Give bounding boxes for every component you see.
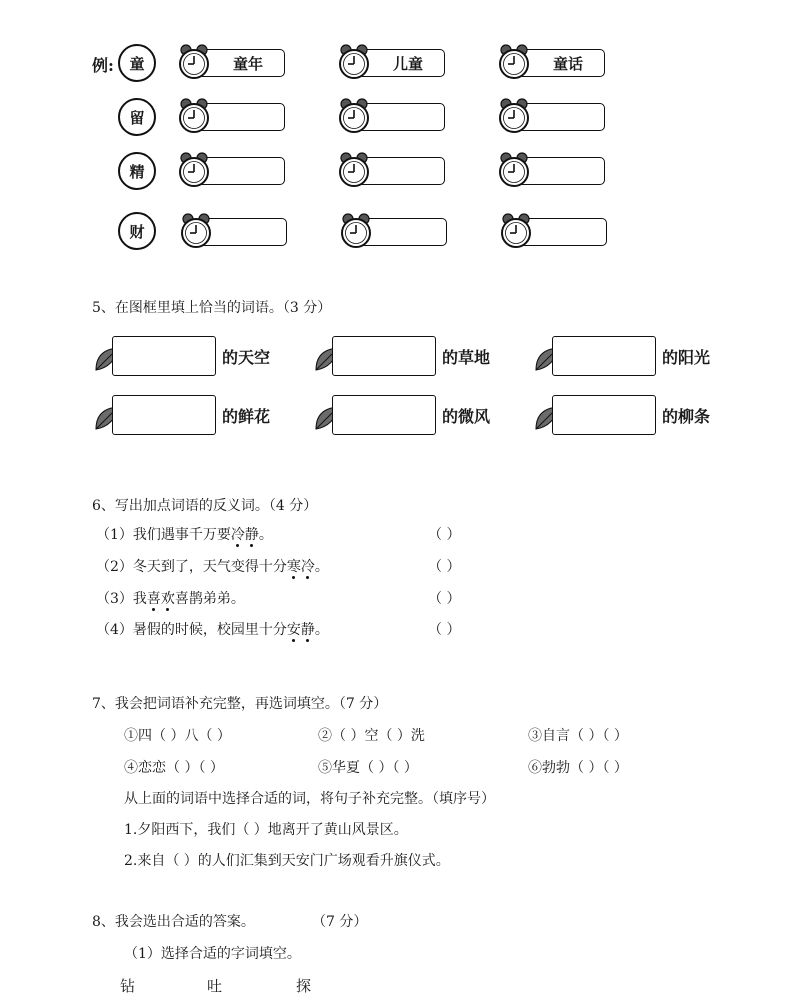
q6-item xyxy=(96,620,329,640)
answer-paren[interactable]: （ ） xyxy=(428,527,461,543)
dotted-word xyxy=(231,527,259,543)
alarm-clock-icon xyxy=(177,43,211,83)
q7-sentence-2[interactable]: 2.来自（ ）的人们汇集到天安门广场观看升旗仪式。 xyxy=(124,853,450,869)
sentence-text: （3）我 xyxy=(96,591,147,607)
dotted-char: 寒 xyxy=(286,559,301,575)
answer-frame[interactable] xyxy=(332,395,436,435)
word-box xyxy=(499,212,609,252)
idiom-blank[interactable]: ③自言（ ）（ ） xyxy=(528,728,628,744)
dotted-char: 欢 xyxy=(160,591,175,607)
q7-sentence-1[interactable]: 1.夕阳西下，我们（ ）地离开了黄山风景区。 xyxy=(124,822,408,838)
q6-item xyxy=(96,525,273,545)
alarm-clock-icon xyxy=(337,151,371,191)
word-box xyxy=(177,97,287,137)
choice-char: 钻 xyxy=(120,977,136,995)
choice-char: 探 xyxy=(296,977,312,995)
idiom-blank[interactable]: ②（ ）空（ ）洗 xyxy=(318,728,425,744)
word-box xyxy=(177,151,287,191)
word-box xyxy=(497,97,607,137)
word-box-text: 童年 xyxy=(197,49,285,77)
dotted-char: 静 xyxy=(300,622,315,638)
dotted-char: 喜 xyxy=(146,591,161,607)
char-circle: 财 xyxy=(118,212,156,250)
idiom-blank[interactable]: ⑤华夏（ ）（ ） xyxy=(318,760,418,776)
alarm-clock-icon xyxy=(177,97,211,137)
word-box-text: 儿童 xyxy=(357,49,445,77)
dotted-word xyxy=(287,559,315,575)
word-box xyxy=(497,151,607,191)
dotted-word xyxy=(147,591,175,607)
choice-char: 吐 xyxy=(207,977,223,995)
word-box xyxy=(339,212,449,252)
q6-title: 6、写出加点词语的反义词。（4 分） xyxy=(92,498,318,514)
dotted-char: 冷 xyxy=(300,559,315,575)
phrase-suffix: 的草地 xyxy=(442,348,491,367)
leaf-box xyxy=(94,395,294,439)
q6-item xyxy=(96,589,245,609)
q8-score: （7 分） xyxy=(312,914,368,930)
q6-item xyxy=(96,557,329,577)
idiom-blank[interactable]: ⑥勃勃（ ）（ ） xyxy=(528,760,628,776)
char-circle: 精 xyxy=(118,152,156,190)
example-label: 例: xyxy=(92,56,114,75)
leaf-box xyxy=(534,336,734,380)
idiom-blank[interactable]: ④恋恋（ ）（ ） xyxy=(124,760,224,776)
q7-title: 7、我会把词语补充完整，再选词填空。（7 分） xyxy=(92,696,388,712)
sentence-text: （2）冬天到了，天气变得十分 xyxy=(96,559,287,575)
sentence-text: （4）暑假的时候，校园里十分 xyxy=(96,622,287,638)
sentence-text: 。 xyxy=(258,527,273,543)
q5-title: 5、在图框里填上恰当的词语。（3 分） xyxy=(92,300,332,316)
idiom-blank[interactable]: ①四（ ）八（ ） xyxy=(124,728,231,744)
alarm-clock-icon xyxy=(497,97,531,137)
char-circle: 童 xyxy=(118,44,156,82)
answer-paren[interactable]: （ ） xyxy=(428,559,461,575)
word-box xyxy=(497,43,607,83)
leaf-box xyxy=(94,336,294,380)
alarm-clock-icon xyxy=(179,212,213,252)
q8-subtitle: （1）选择合适的字词填空。 xyxy=(124,946,301,962)
dotted-char: 冷 xyxy=(230,527,245,543)
sentence-text: 喜鹊弟弟。 xyxy=(174,591,245,607)
answer-frame[interactable] xyxy=(552,395,656,435)
leaf-box xyxy=(534,395,734,439)
alarm-clock-icon xyxy=(337,43,371,83)
word-box xyxy=(337,151,447,191)
q7-instruction: 从上面的词语中选择合适的词，将句子补充完整。（填序号） xyxy=(124,791,495,807)
dotted-char: 安 xyxy=(286,622,301,638)
sentence-text: 。 xyxy=(314,622,329,638)
answer-frame[interactable] xyxy=(552,336,656,376)
phrase-suffix: 的鲜花 xyxy=(222,407,271,426)
leaf-box xyxy=(314,395,514,439)
alarm-clock-icon xyxy=(339,212,373,252)
alarm-clock-icon xyxy=(177,151,211,191)
q8-title: 8、我会选出合适的答案。 xyxy=(92,914,255,930)
phrase-suffix: 的微风 xyxy=(442,407,491,426)
dotted-char: 静 xyxy=(244,527,259,543)
phrase-suffix: 的阳光 xyxy=(662,348,711,367)
char-circle: 留 xyxy=(118,98,156,136)
answer-frame[interactable] xyxy=(332,336,436,376)
answer-paren[interactable]: （ ） xyxy=(428,622,461,638)
answer-paren[interactable]: （ ） xyxy=(428,591,461,607)
alarm-clock-icon xyxy=(497,43,531,83)
alarm-clock-icon xyxy=(497,151,531,191)
word-box xyxy=(177,43,287,83)
alarm-clock-icon xyxy=(337,97,371,137)
word-box xyxy=(179,212,289,252)
answer-frame[interactable] xyxy=(112,395,216,435)
leaf-box xyxy=(314,336,514,380)
sentence-text: （1）我们遇事千万要 xyxy=(96,527,231,543)
dotted-word xyxy=(287,622,315,638)
answer-frame[interactable] xyxy=(112,336,216,376)
sentence-text: 。 xyxy=(314,559,329,575)
word-box xyxy=(337,43,447,83)
phrase-suffix: 的天空 xyxy=(222,348,271,367)
alarm-clock-icon xyxy=(499,212,533,252)
phrase-suffix: 的柳条 xyxy=(662,407,711,426)
word-box xyxy=(337,97,447,137)
word-box-text: 童话 xyxy=(517,49,605,77)
